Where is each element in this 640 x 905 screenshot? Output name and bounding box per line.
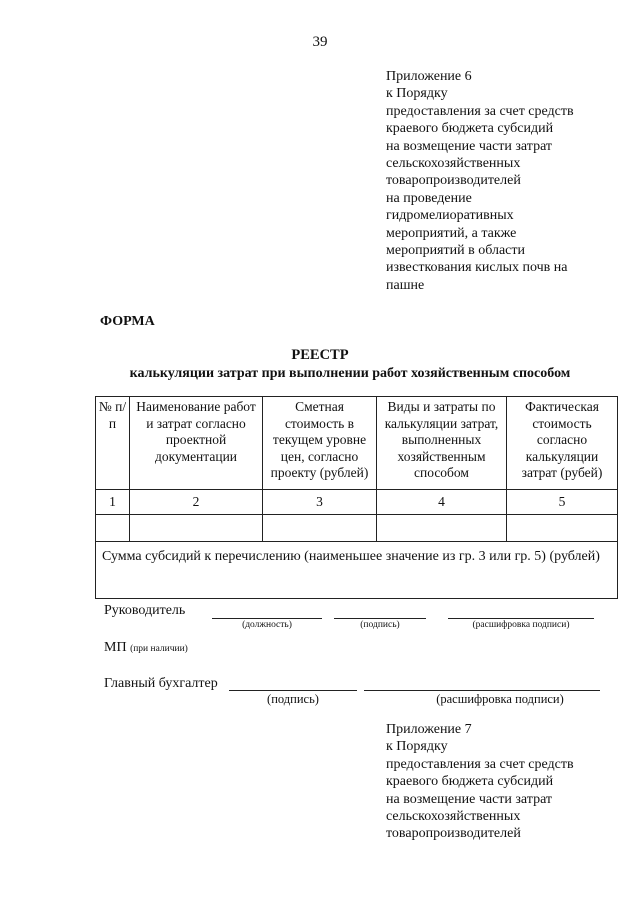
appendix-7-line: на возмещение части затрат: [386, 791, 553, 807]
appendix-6-line: Приложение 6: [386, 69, 472, 84]
column-number-cell: 5: [507, 490, 618, 515]
appendix-6-line: мероприятий, а также: [386, 225, 517, 241]
appendix-7-line: товаропроизводителей: [386, 826, 521, 842]
appendix-6-line: пашне: [386, 277, 425, 293]
column-number-row: [96, 490, 618, 515]
appendix-7-line: предоставления за счет средств: [386, 756, 574, 772]
position-line: [212, 617, 322, 619]
head-label: Руководитель: [104, 603, 186, 618]
document-title: РЕЕСТР: [291, 347, 349, 363]
appendix-6-line: на возмещение части затрат: [386, 138, 553, 154]
header-cell: Наименование работ и затрат согласно проектной документации: [130, 397, 263, 490]
page-number: 39: [312, 34, 328, 50]
appendix-6-line: гидромелиоративных: [386, 208, 514, 224]
document-subtitle: калькуляции затрат при выполнении работ хозяйственным способом: [129, 366, 571, 381]
signature-decoding-caption: (расшифровка подписи): [472, 620, 570, 630]
empty-cell: [130, 515, 263, 542]
column-number-cell: 3: [263, 490, 377, 515]
signature-line: [334, 617, 426, 619]
table-row: [96, 515, 618, 542]
appendix-6-line: сельскохозяйственных: [386, 156, 521, 172]
registry-table: [95, 396, 618, 599]
total-row: [96, 542, 618, 599]
column-number-cell: 2: [130, 490, 263, 515]
position-caption: (должность): [242, 620, 292, 630]
form-label: ФОРМА: [100, 314, 155, 329]
appendix-6-line: краевого бюджета субсидий: [386, 121, 554, 137]
column-number-cell: 4: [377, 490, 507, 515]
stamp-note: (при наличии): [130, 644, 188, 654]
accountant-signature-caption: (подпись): [267, 692, 319, 706]
header-cell: № п/п: [96, 397, 130, 490]
appendix-6-line: предоставления за счет средств: [386, 103, 574, 119]
appendix-6-line: мероприятий в области: [386, 243, 526, 259]
empty-cell: [377, 515, 507, 542]
stamp-label: [104, 640, 188, 656]
accountant-decoding-caption: (расшифровка подписи): [436, 692, 564, 706]
appendix-6-line: известкования кислых почв на: [386, 260, 568, 276]
appendix-7-line: сельскохозяйственных: [386, 809, 521, 825]
signature-caption: (подпись): [360, 620, 400, 630]
appendix-7-block: [386, 721, 574, 843]
accountant-label: Главный бухгалтер: [104, 676, 218, 691]
total-cell: Сумма субсидий к перечислению (наименьшее значение из гр. 3 или гр. 5) (рублей): [96, 542, 618, 599]
header-cell: Фактическая стоимость согласно калькуляции затрат (рубей): [507, 397, 618, 490]
header-cell: Сметная стоимость в текущем уровне цен, согласно проекту (рублей): [263, 397, 377, 490]
appendix-6-line: к Порядку: [386, 86, 448, 102]
column-number-cell: 1: [96, 490, 130, 515]
appendix-6-line: на проведение: [386, 190, 472, 206]
header-cell: Виды и затраты по калькуляции затрат, выполненных хозяйственным способом: [377, 397, 507, 490]
appendix-7-line: к Порядку: [386, 739, 448, 755]
appendix-7-line: краевого бюджета субсидий: [386, 774, 554, 790]
empty-cell: [507, 515, 618, 542]
empty-cell: [263, 515, 377, 542]
table-header-row: [96, 397, 618, 490]
accountant-decoding-line: [364, 689, 600, 691]
accountant-signature-line: [229, 689, 357, 691]
appendix-7-line: Приложение 7: [386, 722, 472, 737]
appendix-6-line: товаропроизводителей: [386, 173, 521, 189]
signature-decoding-line: [448, 617, 594, 619]
empty-cell: [96, 515, 130, 542]
appendix-6-block: [386, 68, 574, 294]
stamp-abbreviation: МП: [104, 640, 127, 655]
